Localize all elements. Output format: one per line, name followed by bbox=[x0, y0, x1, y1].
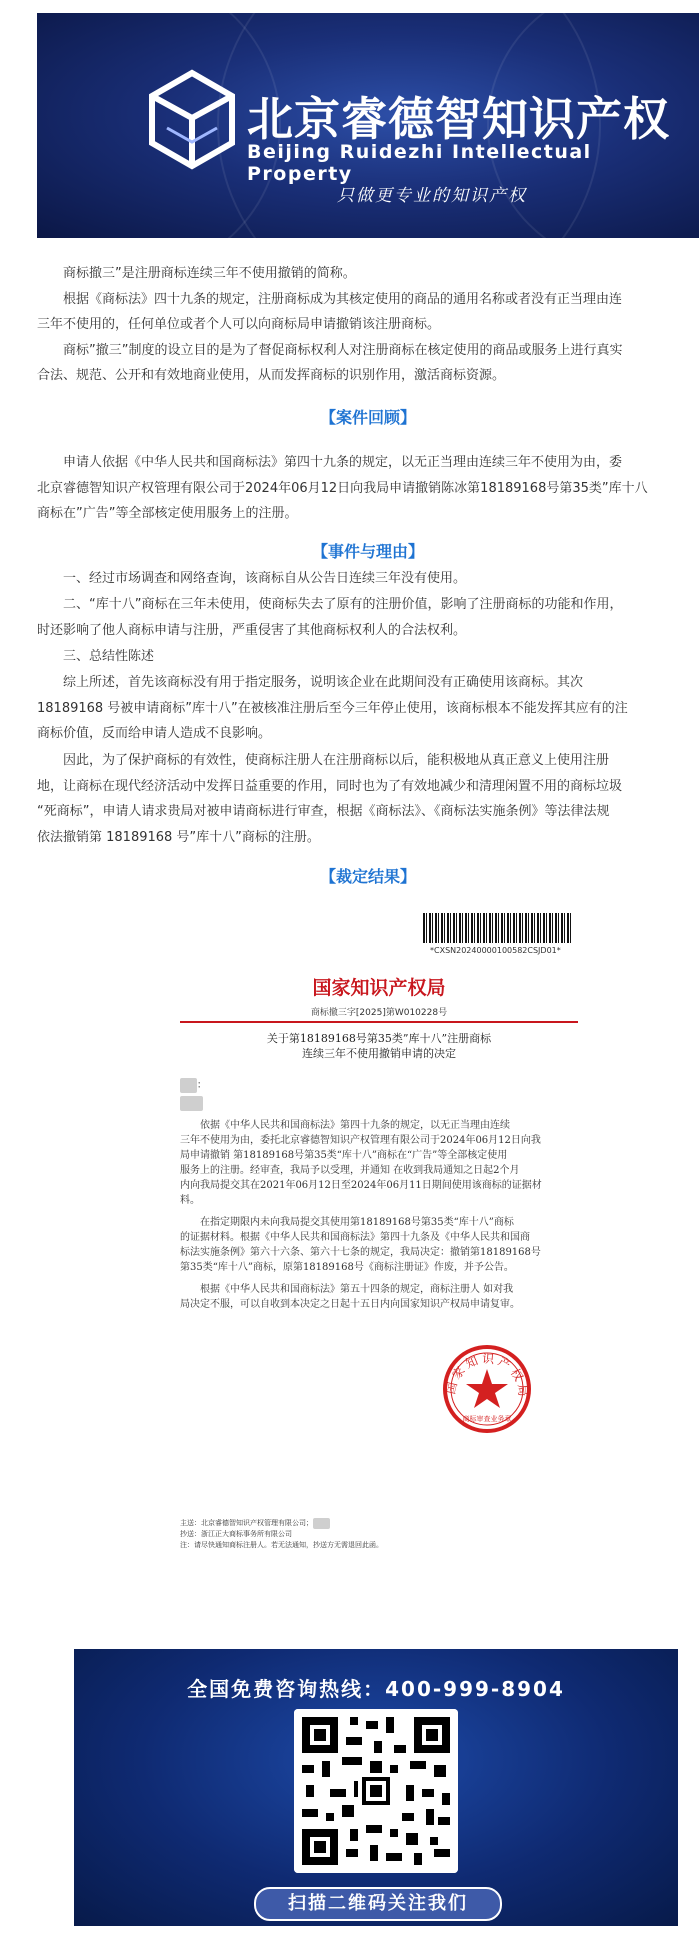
qr-code-icon[interactable] bbox=[294, 1709, 458, 1873]
document-footer: 注：请尽快通知商标注册人。若无法通知，抄送方无需退回此函。 bbox=[180, 1541, 383, 1549]
redacted-line bbox=[180, 1096, 590, 1111]
document-body-line: 三年不使用为由，委托北京睿德智知识产权管理有限公司于2024年06月12日向我 bbox=[180, 1135, 541, 1146]
document-title-line: 关于第18189168号第35类”库十八”注册商标 bbox=[266, 1032, 492, 1045]
reasons-paragraph: 综上所述，首先该商标没有用于指定服务，说明该企业在此期间没有正确使用该商标。其次 bbox=[63, 675, 584, 690]
reasons-paragraph: 因此，为了保护商标的有效性，使商标注册人在注册商标以后，能积极地从真正意义上使用注册 bbox=[63, 753, 610, 768]
document-title-line: 连续三年不使用撤销申请的决定 bbox=[302, 1047, 456, 1060]
issuing-authority: 国家知识产权局 bbox=[312, 977, 446, 999]
review-paragraph: 北京睿德智知识产权管理有限公司于2024年06月12日向我局申请撤销陈冰第18189168号第35类”库十八 bbox=[37, 481, 648, 496]
reasons-paragraph: 二、“库十八”商标在三年未使用，使商标失去了原有的注册价值，影响了注册商标的功能和作用， bbox=[63, 597, 623, 612]
document-body-line: 料。 bbox=[180, 1195, 200, 1206]
document-body-line: 依据《中华人民共和国商标法》第四十九条的规定，以无正当理由连续 bbox=[200, 1120, 510, 1131]
document-body-line: 在指定期限内未向我局提交其使用第18189168号第35类“库十八”商标 bbox=[200, 1217, 514, 1228]
intro-paragraph: 合法、规范、公开和有效地商业使用，从而发挥商标的识别作用，激活商标资源。 bbox=[37, 368, 506, 383]
reasons-paragraph: “死商标”，申请人请求贵局对被申请商标进行审查，根据《商标法》、《商标法实施条例》等法律法规 bbox=[37, 804, 610, 819]
redacted-block bbox=[180, 1096, 203, 1111]
svg-text:商标审查业务章: 商标审查业务章 bbox=[462, 1415, 512, 1423]
document-body-line: 的证据材料。根据《中华人民共和国商标法》第四十九条及《中华人民共和国商 bbox=[180, 1232, 530, 1243]
reasons-paragraph: 一、经过市场调查和网络查询，该商标自从公告日连续三年没有使用。 bbox=[63, 571, 467, 586]
document-body-line: 局决定不服，可以自收到本决定之日起十五日内向国家知识产权局申请复审。 bbox=[180, 1299, 520, 1310]
barcode-icon bbox=[423, 913, 573, 943]
intro-paragraph: 三年不使用的，任何单位或者个人可以向商标局申请撤销该注册商标。 bbox=[37, 317, 441, 332]
document-body-line: 根据《中华人民共和国商标法》第五十四条的规定，商标注册人 如对我 bbox=[200, 1284, 514, 1295]
document-body-line: 局申请撤销 第18189168号第35类“库十八”商标在“广告”等全部核定使用 bbox=[180, 1150, 508, 1161]
company-logo-icon bbox=[147, 68, 237, 178]
addressee: ： bbox=[180, 1078, 590, 1093]
review-paragraph: 申请人依据《中华人民共和国商标法》第四十九条的规定，以无正当理由连续三年不使用为由，委 bbox=[63, 455, 623, 470]
intro-paragraph: 商标”撤三”制度的设立目的是为了督促商标权利人对注册商标在核定使用的商品或服务上进行真实 bbox=[63, 343, 623, 358]
section-heading-reasons: 【事件与理由】 bbox=[311, 542, 424, 561]
document-number: 商标撤三字[2025]第W010228号 bbox=[310, 1008, 448, 1018]
svg-text:国家知识产权局: 国家知识产权局 bbox=[443, 1351, 531, 1401]
review-paragraph: 商标在”广告”等全部核定使用服务上的注册。 bbox=[37, 506, 298, 521]
section-heading-result: 【裁定结果】 bbox=[319, 867, 416, 886]
contact-footer bbox=[74, 1649, 678, 1926]
reasons-paragraph: 时还影响了他人商标申请与注册，严重侵害了其他商标权利人的合法权利。 bbox=[37, 623, 467, 638]
document-body-line: 服务上的注册。经审查，我局予以受理，并通知 在收到我局通知之日起2个月 bbox=[180, 1165, 520, 1176]
document-footer: 主送：北京睿德智知识产权管理有限公司； bbox=[180, 1518, 330, 1529]
reasons-paragraph: 商标价值，反而给申请人造成不良影响。 bbox=[37, 726, 272, 741]
company-name-cn: 北京睿德智知识产权 bbox=[247, 92, 670, 146]
barcode-code: *CXSN20240000100582CSJD01* bbox=[430, 946, 561, 955]
document-title bbox=[168, 1031, 590, 1061]
reasons-paragraph: 依法撤销第 18189168 号”库十八”商标的注册。 bbox=[37, 830, 320, 845]
reasons-paragraph: 18189168 号被申请商标”库十八”在被核准注册后至今三年停止使用，该商标根本不能发挥其应有的注 bbox=[37, 701, 628, 716]
header-divider bbox=[180, 1021, 578, 1023]
hotline-text: 全国免费咨询热线：400-999-8904 bbox=[187, 1677, 565, 1701]
company-name-en: Beijing Ruidezhi Intellectual Property bbox=[247, 141, 592, 185]
redacted-block bbox=[313, 1518, 330, 1529]
document-footer: 抄送：浙江正大商标事务所有限公司 bbox=[180, 1530, 292, 1538]
reasons-paragraph: 地，让商标在现代经济活动中发挥日益重要的作用，同时也为了有效地减少和清理闲置不用的商标垃圾 bbox=[37, 779, 623, 794]
document-body-line: 第35类“库十八”商标，原第18189168号《商标注册证》作废，并予公告。 bbox=[180, 1262, 514, 1273]
seal-text bbox=[441, 1343, 533, 1435]
intro-paragraph: 根据《商标法》四十九条的规定，注册商标成为其核定使用的商品的通用名称或者没有正当理由连 bbox=[63, 292, 623, 307]
intro-paragraph: 商标撤三”是注册商标连续三年不使用撤销的简称。 bbox=[63, 266, 356, 281]
reasons-paragraph: 三、总结性陈述 bbox=[63, 649, 155, 664]
document-body-line: 内向我局提交其在2021年06月12日至2024年06月11日期间使用该商标的证据材 bbox=[180, 1180, 542, 1191]
header-banner bbox=[37, 13, 699, 238]
company-slogan: 只做更专业的知识产权 bbox=[337, 186, 527, 206]
redacted-block bbox=[180, 1078, 197, 1093]
document-body-line: 标法实施条例》第六十六条、第六十七条的规定，我局决定：撤销第18189168号 bbox=[180, 1247, 541, 1258]
decision-document bbox=[168, 913, 590, 1553]
scan-qr-label: 扫描二维码关注我们 bbox=[254, 1887, 502, 1921]
section-heading-review: 【案件回顾】 bbox=[319, 408, 416, 427]
